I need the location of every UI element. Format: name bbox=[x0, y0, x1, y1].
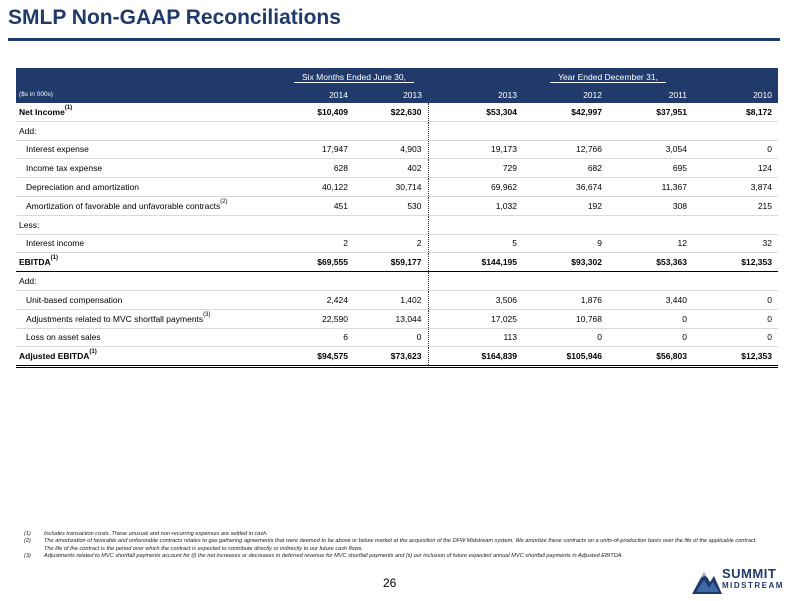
year-header: 2013 bbox=[438, 86, 523, 103]
value-cell: $94,575 bbox=[280, 347, 354, 367]
row-label: Interest income bbox=[26, 238, 85, 249]
value-cell: 30,714 bbox=[354, 178, 428, 197]
value-cell: $53,304 bbox=[438, 103, 523, 121]
value-cell: 530 bbox=[354, 196, 428, 215]
value-cell: 12,766 bbox=[523, 140, 608, 159]
value-cell: 0 bbox=[523, 328, 608, 347]
value-cell: 0 bbox=[354, 328, 428, 347]
year-header: 2010 bbox=[693, 86, 778, 103]
value-cell bbox=[438, 215, 523, 234]
value-cell: 1,402 bbox=[354, 290, 428, 309]
table-row bbox=[16, 178, 778, 197]
footnote-ref: (1) bbox=[50, 255, 58, 262]
value-cell: $42,997 bbox=[523, 103, 608, 121]
value-cell bbox=[693, 272, 778, 291]
value-cell: 2 bbox=[354, 234, 428, 253]
footnote-ref: (3) bbox=[203, 311, 211, 318]
value-cell: 1,876 bbox=[523, 290, 608, 309]
value-cell: 113 bbox=[438, 328, 523, 347]
value-cell: 451 bbox=[280, 196, 354, 215]
table-row bbox=[16, 215, 778, 234]
value-cell: 17,947 bbox=[280, 140, 354, 159]
table-row bbox=[16, 234, 778, 253]
logo-text-summit: SUMMIT bbox=[722, 566, 777, 581]
value-cell: $56,803 bbox=[608, 347, 693, 367]
table-row bbox=[16, 253, 778, 272]
row-label: Net Income bbox=[19, 106, 65, 117]
row-label: Adjustments related to MVC shortfall payments bbox=[26, 313, 204, 324]
year-header: 2013 bbox=[354, 86, 428, 103]
row-label: Less: bbox=[19, 219, 40, 230]
header-year-row bbox=[16, 86, 778, 103]
footnote: (2) The amortization of favorable and unfavorable contracts relates to gas gathering agreements that were deemed to be above or below market at the acquisition of the DFW Midstream system. We amortize these contracts on a units-of-production basis over the life of the applicable contract. The life of the contract is the period over which the contract is expected to contribute directly or indirectly to our future cash flows. bbox=[24, 538, 757, 552]
row-label: EBITDA bbox=[19, 257, 51, 268]
row-label: Loss on asset sales bbox=[26, 332, 101, 343]
value-cell: 22,590 bbox=[280, 309, 354, 328]
table-row bbox=[16, 272, 778, 291]
header-group-row bbox=[16, 68, 778, 86]
row-label: Income tax expense bbox=[26, 163, 103, 174]
value-cell: $105,946 bbox=[523, 347, 608, 367]
table-row bbox=[16, 328, 778, 347]
value-cell: 6 bbox=[280, 328, 354, 347]
value-cell bbox=[693, 215, 778, 234]
year-header: 2012 bbox=[523, 86, 608, 103]
value-cell: 628 bbox=[280, 159, 354, 178]
value-cell bbox=[523, 215, 608, 234]
table-row bbox=[16, 140, 778, 159]
value-cell: 0 bbox=[693, 140, 778, 159]
table-body bbox=[16, 103, 778, 367]
value-cell: $73,623 bbox=[354, 347, 428, 367]
table-row bbox=[16, 347, 778, 367]
row-label: Add: bbox=[19, 276, 37, 287]
title-rule bbox=[8, 38, 780, 41]
row-label: Adjusted EBITDA bbox=[19, 351, 90, 362]
table-row bbox=[16, 103, 778, 121]
value-cell: 0 bbox=[693, 290, 778, 309]
value-cell bbox=[354, 215, 428, 234]
table-row bbox=[16, 196, 778, 215]
value-cell: 11,367 bbox=[608, 178, 693, 197]
value-cell: $37,951 bbox=[608, 103, 693, 121]
footnotes bbox=[24, 531, 764, 560]
value-cell: 19,173 bbox=[438, 140, 523, 159]
value-cell: 5 bbox=[438, 234, 523, 253]
value-cell: $22,630 bbox=[354, 103, 428, 121]
value-cell: 0 bbox=[693, 309, 778, 328]
summit-midstream-logo bbox=[692, 566, 782, 596]
value-cell: $93,302 bbox=[523, 253, 608, 272]
value-cell: 124 bbox=[693, 159, 778, 178]
value-cell: $12,353 bbox=[693, 253, 778, 272]
value-cell: 40,122 bbox=[280, 178, 354, 197]
reconciliation-table bbox=[16, 68, 778, 368]
value-cell: 682 bbox=[523, 159, 608, 178]
header-year-ended: Year Ended December 31, bbox=[550, 72, 666, 83]
logo-text-midstream: MIDSTREAM bbox=[722, 581, 784, 590]
value-cell: 308 bbox=[608, 196, 693, 215]
reconciliation-table-wrap bbox=[16, 68, 776, 368]
table-row bbox=[16, 121, 778, 140]
value-cell: 402 bbox=[354, 159, 428, 178]
value-cell bbox=[280, 121, 354, 140]
value-cell: $53,363 bbox=[608, 253, 693, 272]
value-cell bbox=[438, 272, 523, 291]
value-cell: 9 bbox=[523, 234, 608, 253]
value-cell: 695 bbox=[608, 159, 693, 178]
row-label: Amortization of favorable and unfavorable contracts bbox=[26, 200, 221, 211]
value-cell: 2,424 bbox=[280, 290, 354, 309]
value-cell: 3,440 bbox=[608, 290, 693, 309]
value-cell: 0 bbox=[693, 328, 778, 347]
table-row bbox=[16, 309, 778, 328]
footnote: (3) Adjustments related to MVC shortfall payments account for (i) the net increases or decreases in deferred revenue for MVC shortfall payments and (ii) our inclusion of future expected annual MVC shortfall payments in Adjusted EBITDA. bbox=[24, 552, 624, 559]
value-cell: 3,054 bbox=[608, 140, 693, 159]
mountain-icon bbox=[692, 566, 722, 596]
value-cell: 17,025 bbox=[438, 309, 523, 328]
header-six-months: Six Months Ended June 30, bbox=[294, 72, 414, 83]
value-cell bbox=[280, 272, 354, 291]
value-cell: $8,172 bbox=[693, 103, 778, 121]
row-label: Interest expense bbox=[26, 144, 89, 155]
value-cell: 10,768 bbox=[523, 309, 608, 328]
value-cell bbox=[608, 272, 693, 291]
value-cell: 0 bbox=[608, 328, 693, 347]
value-cell: 69,962 bbox=[438, 178, 523, 197]
page-title: SMLP Non-GAAP Reconciliations bbox=[8, 6, 341, 29]
table-row bbox=[16, 290, 778, 309]
value-cell: 4,903 bbox=[354, 140, 428, 159]
footnote: (1) Includes transaction costs. These unusual and non-recurring expenses are settled in cash. bbox=[24, 531, 268, 537]
page-number: 26 bbox=[383, 576, 397, 590]
row-label: Depreciation and amortization bbox=[26, 182, 139, 193]
value-cell: 36,674 bbox=[523, 178, 608, 197]
value-cell: 192 bbox=[523, 196, 608, 215]
row-label: Unit-based compensation bbox=[26, 294, 123, 305]
value-cell bbox=[608, 215, 693, 234]
value-cell: $12,353 bbox=[693, 347, 778, 367]
value-cell: 3,506 bbox=[438, 290, 523, 309]
value-cell bbox=[523, 272, 608, 291]
value-cell: $69,555 bbox=[280, 253, 354, 272]
footnote-ref: (2) bbox=[220, 198, 228, 205]
value-cell bbox=[608, 121, 693, 140]
value-cell: $10,409 bbox=[280, 103, 354, 121]
value-cell bbox=[354, 272, 428, 291]
table-row bbox=[16, 159, 778, 178]
footnote-ref: (1) bbox=[64, 104, 73, 111]
value-cell: 0 bbox=[608, 309, 693, 328]
value-cell: 2 bbox=[280, 234, 354, 253]
value-cell: 215 bbox=[693, 196, 778, 215]
value-cell: 1,032 bbox=[438, 196, 523, 215]
value-cell: $144,195 bbox=[438, 253, 523, 272]
value-cell bbox=[280, 215, 354, 234]
value-cell: 3,874 bbox=[693, 178, 778, 197]
value-cell bbox=[354, 121, 428, 140]
value-cell bbox=[693, 121, 778, 140]
value-cell: $164,839 bbox=[438, 347, 523, 367]
value-cell: 12 bbox=[608, 234, 693, 253]
year-header: 2014 bbox=[280, 86, 354, 103]
value-cell bbox=[438, 121, 523, 140]
value-cell: 32 bbox=[693, 234, 778, 253]
footnote-ref: (1) bbox=[89, 349, 97, 356]
year-header: 2011 bbox=[608, 86, 693, 103]
row-label: Add: bbox=[19, 125, 37, 136]
value-cell bbox=[523, 121, 608, 140]
value-cell: 13,044 bbox=[354, 309, 428, 328]
value-cell: $59,177 bbox=[354, 253, 428, 272]
value-cell: 729 bbox=[438, 159, 523, 178]
units-label: ($s in 000s) bbox=[16, 86, 280, 103]
